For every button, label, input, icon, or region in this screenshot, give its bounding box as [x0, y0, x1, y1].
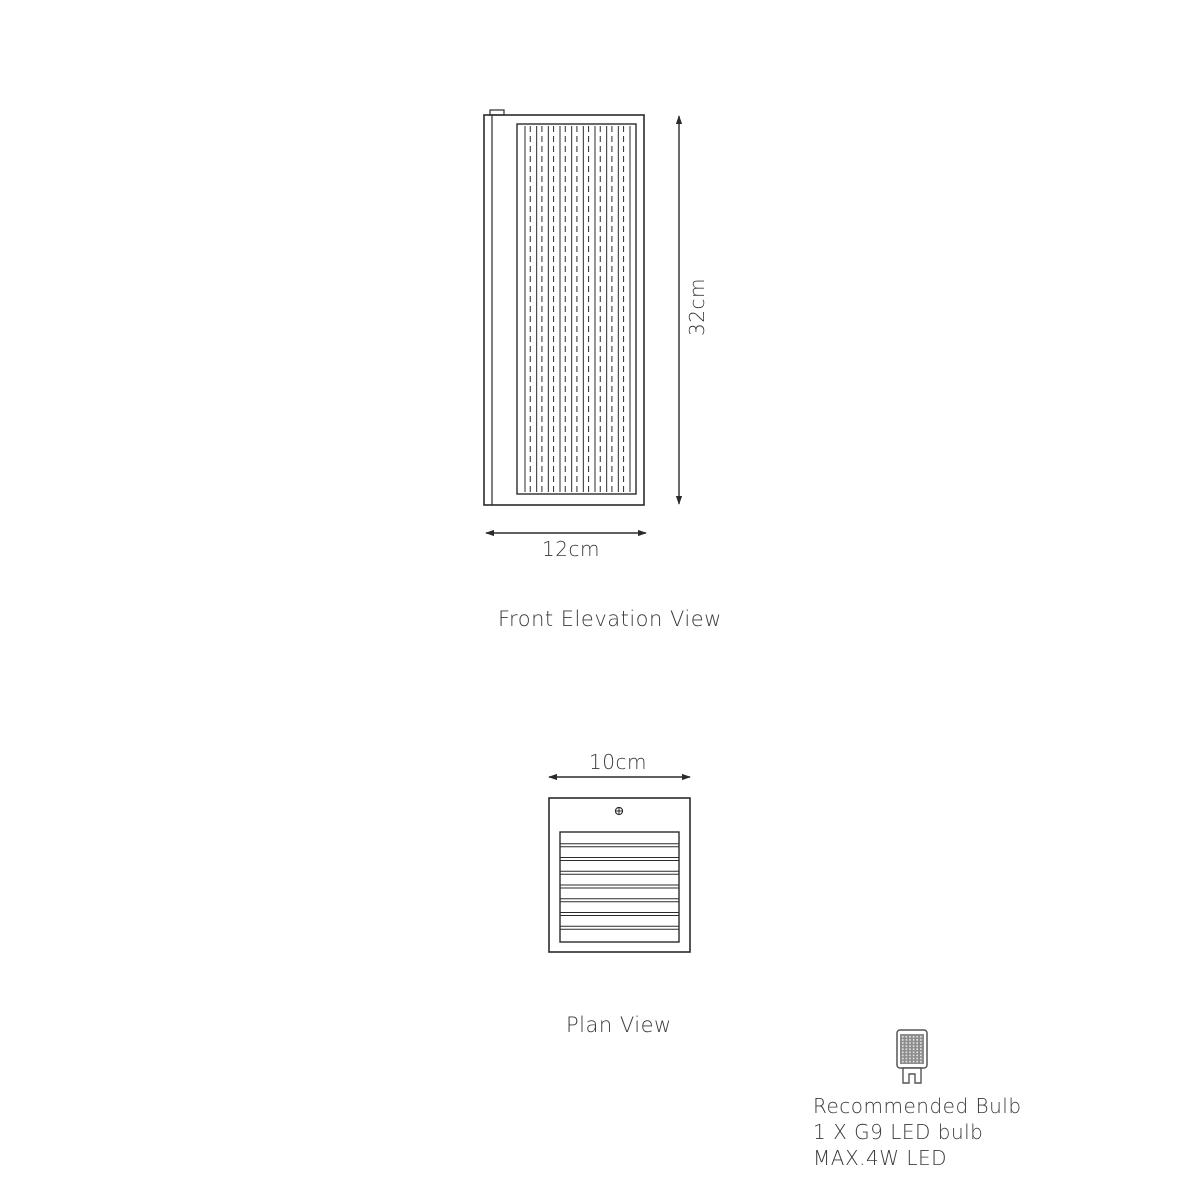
- plan-view-drawing: [549, 777, 690, 952]
- front-width-dimension-label: 12cm: [542, 537, 600, 561]
- bulb-spec: 1 X G9 LED bulb: [813, 1120, 984, 1144]
- plan-louvre-frame: [560, 832, 679, 942]
- g9-led-bulb-icon: [897, 1030, 927, 1083]
- front-elevation-drawing: [484, 110, 644, 505]
- height-dimension-label: 32cm: [685, 278, 709, 336]
- front-elevation-caption: Front Elevation View: [498, 607, 722, 631]
- plan-view-caption: Plan View: [566, 1013, 672, 1037]
- plan-screw-symbol: [615, 807, 623, 815]
- front-grille-slats: [525, 126, 630, 492]
- bulb-wattage: MAX.4W LED: [813, 1146, 948, 1170]
- bulb-title: Recommended Bulb: [813, 1094, 1022, 1118]
- plan-louvres: [560, 844, 679, 930]
- plan-width-dimension-label: 10cm: [589, 750, 647, 774]
- front-outer-body: [484, 115, 644, 505]
- recommended-bulb-info: [813, 1093, 1022, 1171]
